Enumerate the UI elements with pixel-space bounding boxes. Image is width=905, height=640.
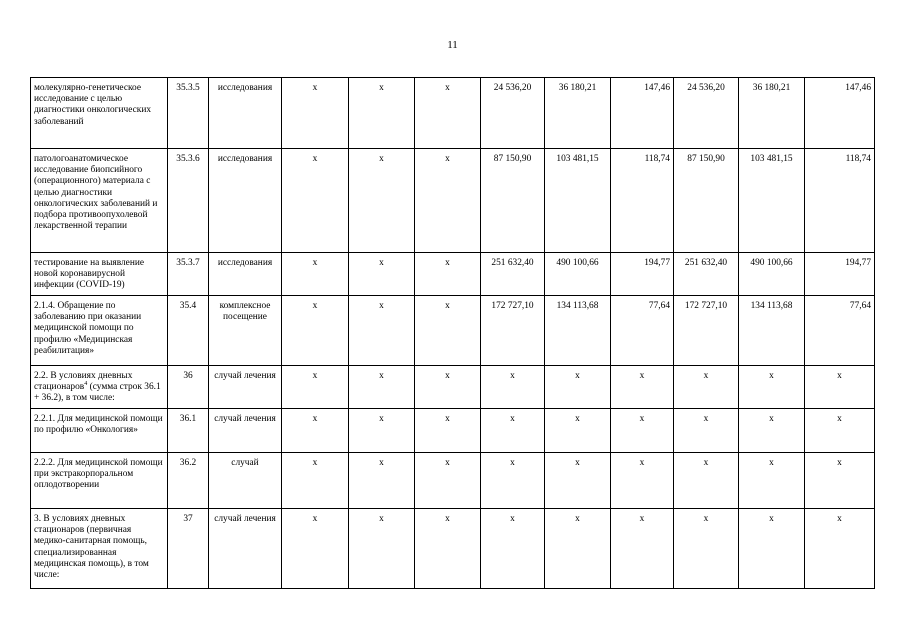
cell: 172 727,10 [674, 296, 739, 366]
row-code: 35.3.7 [168, 253, 209, 296]
cell: х [415, 409, 481, 453]
cell: х [739, 409, 805, 453]
row-name: 2.2.1. Для медицинской помощи по профилю «Онкология» [31, 409, 168, 453]
cell: х [545, 366, 611, 409]
cell: х [282, 509, 349, 589]
row-name [31, 366, 168, 409]
cell: 147,46 [611, 78, 674, 149]
cell: х [481, 453, 545, 509]
row-unit: случай лечения [209, 366, 282, 409]
cell: х [739, 453, 805, 509]
cell: 87 150,90 [481, 149, 545, 253]
row-unit: исследования [209, 149, 282, 253]
row-code: 36.2 [168, 453, 209, 509]
row-name: 2.1.4. Обращение по заболеванию при оказании медицинской помощи по профилю «Медицинская реабилитация» [31, 296, 168, 366]
table-row [31, 149, 875, 253]
row-name: 2.2.2. Для медицинской помощи при экстракорпоральном оплодотворении [31, 453, 168, 509]
cell: 87 150,90 [674, 149, 739, 253]
table-row [31, 78, 875, 149]
row-unit: случай лечения [209, 509, 282, 589]
cell: х [674, 366, 739, 409]
cell: х [805, 409, 875, 453]
row-code: 36.1 [168, 409, 209, 453]
table-row [31, 296, 875, 366]
cell: 77,64 [805, 296, 875, 366]
row-unit: исследования [209, 78, 282, 149]
row-unit: исследования [209, 253, 282, 296]
cell: х [349, 509, 415, 589]
cell: х [481, 366, 545, 409]
cell: х [349, 253, 415, 296]
footnote-mark: 4 [84, 381, 88, 388]
cell: х [805, 366, 875, 409]
table-row [31, 253, 875, 296]
page-number: 11 [447, 39, 458, 51]
cell: х [415, 149, 481, 253]
row-code: 37 [168, 509, 209, 589]
row-code: 36 [168, 366, 209, 409]
row-name-main: 2.2. В условиях дневных стационаров [34, 371, 133, 393]
cell: х [415, 253, 481, 296]
cell: х [611, 509, 674, 589]
cell: 134 113,68 [545, 296, 611, 366]
cell: х [481, 509, 545, 589]
cell: 24 536,20 [481, 78, 545, 149]
cell: х [739, 366, 805, 409]
cell: 103 481,15 [739, 149, 805, 253]
cell: х [282, 409, 349, 453]
row-unit: комплексное посещение [209, 296, 282, 366]
cell: х [674, 509, 739, 589]
cell: х [611, 453, 674, 509]
cell: х [481, 409, 545, 453]
cell: 36 180,21 [545, 78, 611, 149]
cell: х [805, 509, 875, 589]
cell: х [674, 453, 739, 509]
cell: 251 632,40 [674, 253, 739, 296]
table-row [31, 453, 875, 509]
cell: 118,74 [805, 149, 875, 253]
cell: х [349, 366, 415, 409]
table-row [31, 509, 875, 589]
cell: х [282, 253, 349, 296]
cell: х [415, 296, 481, 366]
cell: х [282, 366, 349, 409]
cell: х [282, 78, 349, 149]
row-code: 35.4 [168, 296, 209, 366]
financing-table [30, 77, 875, 589]
cell: х [349, 296, 415, 366]
cell: х [739, 509, 805, 589]
row-unit: случай [209, 453, 282, 509]
cell: 490 100,66 [545, 253, 611, 296]
cell: х [282, 453, 349, 509]
cell: 103 481,15 [545, 149, 611, 253]
row-name: 3. В условиях дневных стационаров (первичная медико-санитарная помощь, специализированная медицинская помощь), в том числе: [31, 509, 168, 589]
cell: х [545, 409, 611, 453]
cell: х [415, 509, 481, 589]
cell: х [545, 509, 611, 589]
cell: х [415, 78, 481, 149]
cell: х [611, 409, 674, 453]
cell: 24 536,20 [674, 78, 739, 149]
cell: 194,77 [805, 253, 875, 296]
row-name: тестирование на выявление новой коронавирусной инфекции (COVID-19) [31, 253, 168, 296]
cell: х [415, 366, 481, 409]
cell: 490 100,66 [739, 253, 805, 296]
row-name-tail: (сумма строк 36.1 + 36.2), в том числе: [34, 382, 161, 404]
cell: х [349, 149, 415, 253]
cell: х [674, 409, 739, 453]
cell: 194,77 [611, 253, 674, 296]
cell: х [282, 149, 349, 253]
cell: х [611, 366, 674, 409]
cell: 172 727,10 [481, 296, 545, 366]
cell: 134 113,68 [739, 296, 805, 366]
row-code: 35.3.5 [168, 78, 209, 149]
cell: х [349, 409, 415, 453]
cell: х [349, 78, 415, 149]
table-row [31, 366, 875, 409]
row-name: патологоанатомическое исследование биопсийного (операционного) материала с целью диагностики онкологических заболеваний и подбора противоопухолевой лекарственной терапии [31, 149, 168, 253]
cell: 147,46 [805, 78, 875, 149]
row-code: 35.3.6 [168, 149, 209, 253]
cell: х [415, 453, 481, 509]
cell: х [545, 453, 611, 509]
row-name: молекулярно-генетическое исследование с целью диагностики онкологических заболеваний [31, 78, 168, 149]
cell: х [349, 453, 415, 509]
cell: х [282, 296, 349, 366]
cell: 251 632,40 [481, 253, 545, 296]
cell: 77,64 [611, 296, 674, 366]
cell: 36 180,21 [739, 78, 805, 149]
row-unit: случай лечения [209, 409, 282, 453]
cell: 118,74 [611, 149, 674, 253]
cell: х [805, 453, 875, 509]
table-row [31, 409, 875, 453]
